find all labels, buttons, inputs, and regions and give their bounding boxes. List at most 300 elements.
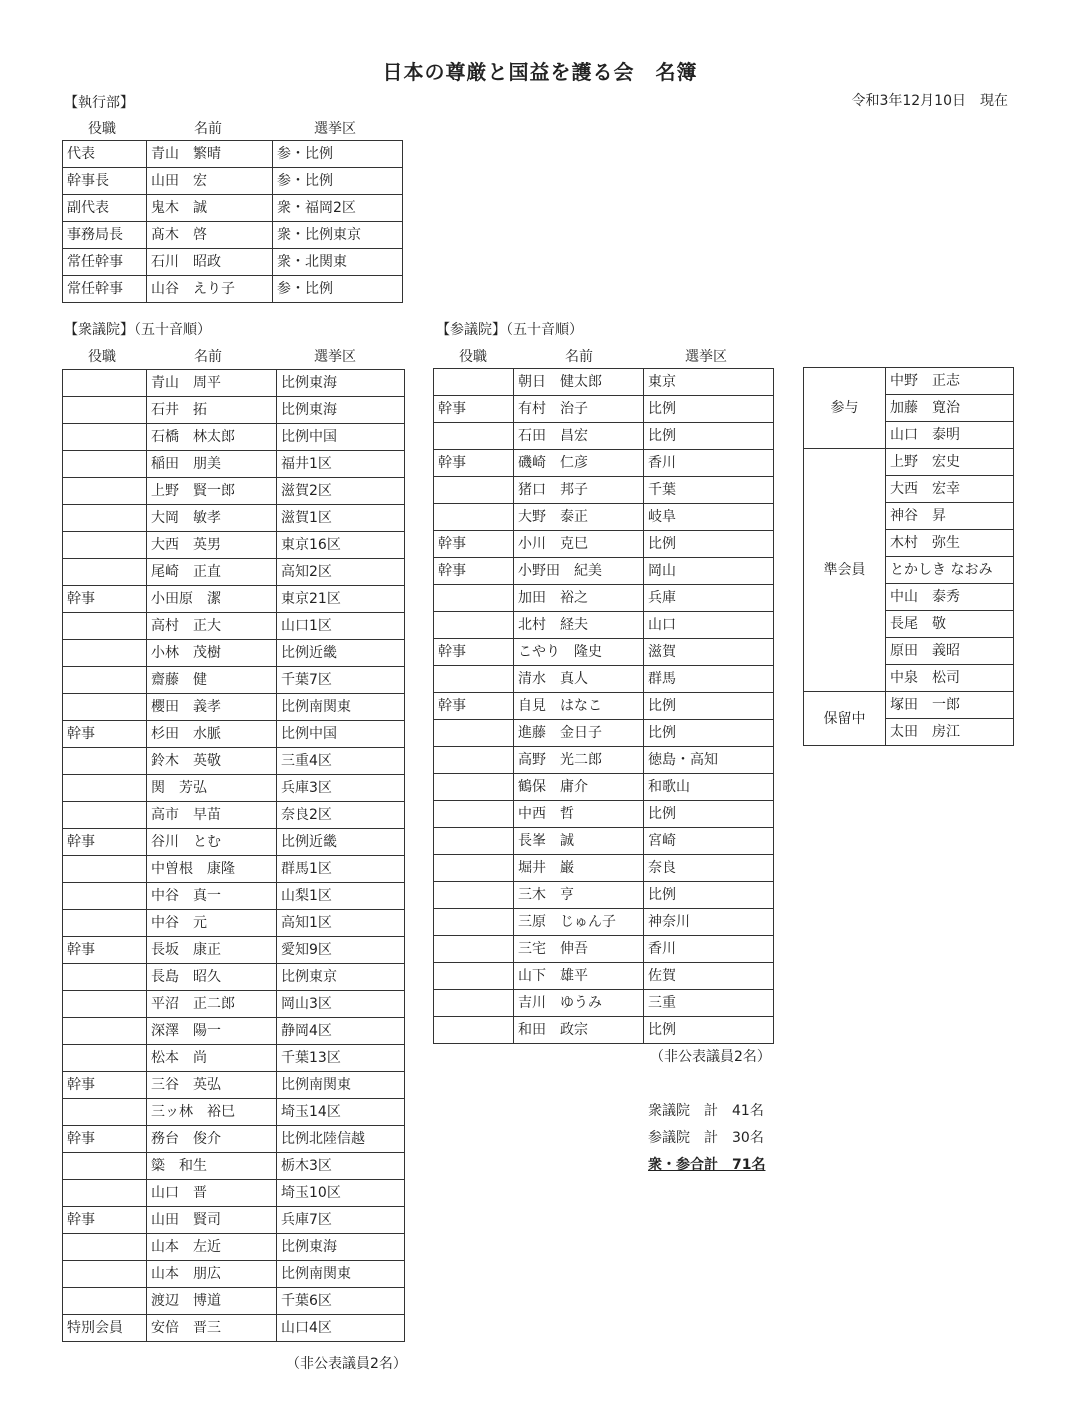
- table-row: [434, 369, 774, 396]
- name-cell: 堀井 巌: [514, 855, 644, 882]
- role-cell: 常任幹事: [63, 276, 147, 303]
- district-cell: 群馬1区: [277, 856, 405, 883]
- role-cell: [63, 370, 147, 397]
- role-cell: [63, 397, 147, 424]
- table-row: [63, 748, 405, 775]
- name-cell: 長島 昭久: [147, 964, 277, 991]
- table-row: [434, 882, 774, 909]
- shugiin-header: [62, 346, 404, 366]
- role-cell: [63, 964, 147, 991]
- table-row: [434, 990, 774, 1017]
- executive-table: [62, 140, 403, 303]
- date-note: 令和3年12月10日 現在: [851, 93, 1008, 109]
- district-cell: 栃木3区: [277, 1153, 405, 1180]
- name-cell: 三原 じゅん子: [514, 909, 644, 936]
- name-cell: 石川 昭政: [147, 249, 273, 276]
- group-label-cell: 準会員: [804, 449, 886, 692]
- name-cell: 山口 晋: [147, 1180, 277, 1207]
- name-cell: 石田 昌宏: [514, 423, 644, 450]
- district-cell: 比例東海: [277, 370, 405, 397]
- name-cell: 長坂 康正: [147, 937, 277, 964]
- district-cell: 高知1区: [277, 910, 405, 937]
- name-cell: 齋藤 健: [147, 667, 277, 694]
- role-cell: [63, 883, 147, 910]
- district-cell: 高知2区: [277, 559, 405, 586]
- table-row: [63, 141, 403, 168]
- role-cell: 幹事: [434, 639, 514, 666]
- role-cell: [434, 612, 514, 639]
- role-cell: [63, 748, 147, 775]
- table-row: [63, 910, 405, 937]
- table-row: [63, 694, 405, 721]
- table-row: [434, 774, 774, 801]
- role-cell: [63, 559, 147, 586]
- name-cell: 青山 周平: [147, 370, 277, 397]
- name-cell: 小野田 紀美: [514, 558, 644, 585]
- role-cell: [63, 1018, 147, 1045]
- role-cell: 幹事: [434, 450, 514, 477]
- table-row: [63, 802, 405, 829]
- header-name: 名前: [194, 349, 222, 365]
- name-cell: 杉田 水脈: [147, 721, 277, 748]
- district-cell: 千葉: [644, 477, 774, 504]
- role-cell: [434, 855, 514, 882]
- table-row: [434, 801, 774, 828]
- table-row: [434, 666, 774, 693]
- role-cell: [434, 504, 514, 531]
- table-row: [63, 1018, 405, 1045]
- name-cell: 磯崎 仁彦: [514, 450, 644, 477]
- table-row: [434, 1017, 774, 1044]
- name-cell: 安倍 晋三: [147, 1315, 277, 1342]
- name-cell: 有村 治子: [514, 396, 644, 423]
- role-cell: [63, 775, 147, 802]
- table-row: [63, 937, 405, 964]
- name-cell: 木村 弥生: [886, 530, 1014, 557]
- district-cell: 比例南関東: [277, 1261, 405, 1288]
- table-row: [63, 586, 405, 613]
- district-cell: 兵庫3区: [277, 775, 405, 802]
- table-row: [434, 585, 774, 612]
- district-cell: 奈良2区: [277, 802, 405, 829]
- district-cell: 山口4区: [277, 1315, 405, 1342]
- district-cell: 比例中国: [277, 424, 405, 451]
- name-cell: 鬼木 誠: [147, 195, 273, 222]
- name-cell: 簗 和生: [147, 1153, 277, 1180]
- district-cell: 滋賀: [644, 639, 774, 666]
- district-cell: 神奈川: [644, 909, 774, 936]
- table-row: [63, 222, 403, 249]
- name-cell: 関 芳弘: [147, 775, 277, 802]
- table-row: [434, 612, 774, 639]
- role-cell: [434, 585, 514, 612]
- table-row: [63, 505, 405, 532]
- role-cell: [63, 613, 147, 640]
- executive-section-label: 【執行部】: [64, 95, 134, 111]
- district-cell: 東京: [644, 369, 774, 396]
- district-cell: 兵庫7区: [277, 1207, 405, 1234]
- district-cell: 宮崎: [644, 828, 774, 855]
- role-cell: 幹事: [63, 1207, 147, 1234]
- name-cell: 清水 真人: [514, 666, 644, 693]
- role-cell: [434, 720, 514, 747]
- district-cell: 比例北陸信越: [277, 1126, 405, 1153]
- role-cell: [434, 909, 514, 936]
- district-cell: 比例: [644, 882, 774, 909]
- role-cell: 常任幹事: [63, 249, 147, 276]
- district-cell: 三重: [644, 990, 774, 1017]
- table-row: [63, 1234, 405, 1261]
- role-cell: [63, 1153, 147, 1180]
- executive-header: [62, 118, 402, 138]
- name-cell: こやり 隆史: [514, 639, 644, 666]
- name-cell: 上野 宏史: [886, 449, 1014, 476]
- role-cell: [63, 1288, 147, 1315]
- table-row: [63, 883, 405, 910]
- table-row: [63, 559, 405, 586]
- group-label-cell: 保留中: [804, 692, 886, 746]
- district-cell: 比例: [644, 720, 774, 747]
- others-table: [803, 367, 1014, 746]
- table-row: [63, 1180, 405, 1207]
- table-row: [63, 829, 405, 856]
- table-row: [63, 276, 403, 303]
- district-cell: 比例近畿: [277, 829, 405, 856]
- district-cell: 衆・北関東: [273, 249, 403, 276]
- name-cell: 三宅 伸吾: [514, 936, 644, 963]
- table-row: [63, 1126, 405, 1153]
- table-row: [63, 1207, 405, 1234]
- district-cell: 岐阜: [644, 504, 774, 531]
- name-cell: 山谷 えり子: [147, 276, 273, 303]
- name-cell: 深澤 陽一: [147, 1018, 277, 1045]
- table-row: [63, 640, 405, 667]
- role-cell: [63, 1180, 147, 1207]
- table-row: [434, 396, 774, 423]
- district-cell: 和歌山: [644, 774, 774, 801]
- role-cell: [434, 882, 514, 909]
- name-cell: 高市 早苗: [147, 802, 277, 829]
- table-row: [63, 1261, 405, 1288]
- role-cell: [63, 1234, 147, 1261]
- shugiin-footnote: （非公表議員2名）: [286, 1356, 407, 1372]
- table-row: [434, 936, 774, 963]
- district-cell: 比例近畿: [277, 640, 405, 667]
- role-cell: [63, 451, 147, 478]
- role-cell: 代表: [63, 141, 147, 168]
- name-cell: 吉川 ゆうみ: [514, 990, 644, 1017]
- table-row: [434, 450, 774, 477]
- name-cell: 大西 英男: [147, 532, 277, 559]
- role-cell: 幹事: [63, 937, 147, 964]
- table-row: [63, 451, 405, 478]
- table-row: [434, 909, 774, 936]
- role-cell: [63, 532, 147, 559]
- district-cell: 千葉6区: [277, 1288, 405, 1315]
- table-row: [63, 168, 403, 195]
- name-cell: 中泉 松司: [886, 665, 1014, 692]
- table-row: [434, 504, 774, 531]
- role-cell: [63, 1261, 147, 1288]
- district-cell: 滋賀1区: [277, 505, 405, 532]
- district-cell: 比例中国: [277, 721, 405, 748]
- role-cell: [63, 424, 147, 451]
- table-row: [63, 1153, 405, 1180]
- role-cell: [434, 369, 514, 396]
- district-cell: 比例東京: [277, 964, 405, 991]
- district-cell: 愛知9区: [277, 937, 405, 964]
- name-cell: とかしき なおみ: [886, 557, 1014, 584]
- district-cell: 徳島・高知: [644, 747, 774, 774]
- shugiin-table: [62, 369, 405, 1342]
- name-cell: 平沼 正二郎: [147, 991, 277, 1018]
- table-row: [63, 613, 405, 640]
- sangiin-table: [433, 368, 774, 1044]
- name-cell: 和田 政宗: [514, 1017, 644, 1044]
- table-row: [434, 693, 774, 720]
- district-cell: 佐賀: [644, 963, 774, 990]
- district-cell: 千葉7区: [277, 667, 405, 694]
- district-cell: 比例東海: [277, 397, 405, 424]
- name-cell: 大野 泰正: [514, 504, 644, 531]
- name-cell: 谷川 とむ: [147, 829, 277, 856]
- name-cell: 太田 房江: [886, 719, 1014, 746]
- table-row: [63, 964, 405, 991]
- role-cell: 事務局長: [63, 222, 147, 249]
- name-cell: 三谷 英弘: [147, 1072, 277, 1099]
- name-cell: 櫻田 義孝: [147, 694, 277, 721]
- role-cell: [63, 1099, 147, 1126]
- header-district: 選挙区: [685, 349, 727, 365]
- table-row: [63, 1072, 405, 1099]
- name-cell: 尾崎 正直: [147, 559, 277, 586]
- role-cell: [63, 1045, 147, 1072]
- name-cell: 中谷 真一: [147, 883, 277, 910]
- role-cell: 幹事: [63, 1072, 147, 1099]
- role-cell: [63, 856, 147, 883]
- table-row: [434, 558, 774, 585]
- name-cell: 青山 繁晴: [147, 141, 273, 168]
- shugiin-section-label: 【衆議院】（五十音順）: [64, 322, 211, 338]
- name-cell: 中野 正志: [886, 368, 1014, 395]
- table-row: [63, 1045, 405, 1072]
- role-cell: [434, 990, 514, 1017]
- role-cell: 幹事: [434, 396, 514, 423]
- grand-total: 衆・参合計 71名: [648, 1157, 766, 1173]
- name-cell: 鈴木 英敬: [147, 748, 277, 775]
- district-cell: 衆・福岡2区: [273, 195, 403, 222]
- name-cell: 務台 俊介: [147, 1126, 277, 1153]
- table-row: [63, 721, 405, 748]
- district-cell: 比例: [644, 396, 774, 423]
- table-row: [63, 478, 405, 505]
- name-cell: 上野 賢一郎: [147, 478, 277, 505]
- table-row: [63, 667, 405, 694]
- header-role: 役職: [459, 349, 487, 365]
- district-cell: 比例: [644, 801, 774, 828]
- name-cell: 鶴保 庸介: [514, 774, 644, 801]
- district-cell: 埼玉14区: [277, 1099, 405, 1126]
- name-cell: 中西 哲: [514, 801, 644, 828]
- table-row: [63, 195, 403, 222]
- role-cell: 幹事: [434, 531, 514, 558]
- role-cell: [434, 747, 514, 774]
- table-row: [63, 856, 405, 883]
- table-row: [434, 747, 774, 774]
- name-cell: 山口 泰明: [886, 422, 1014, 449]
- district-cell: 千葉13区: [277, 1045, 405, 1072]
- name-cell: 大西 宏幸: [886, 476, 1014, 503]
- role-cell: 幹事長: [63, 168, 147, 195]
- name-cell: 加藤 寛治: [886, 395, 1014, 422]
- totals-block: [648, 1098, 765, 1179]
- name-cell: 朝日 健太郎: [514, 369, 644, 396]
- header-role: 役職: [88, 349, 116, 365]
- table-row: [63, 1315, 405, 1342]
- name-cell: 高野 光二郎: [514, 747, 644, 774]
- table-row: [63, 370, 405, 397]
- name-cell: 原田 義昭: [886, 638, 1014, 665]
- table-row: [63, 1288, 405, 1315]
- name-cell: 髙木 啓: [147, 222, 273, 249]
- page-title: 日本の尊厳と国益を護る会 名簿: [382, 60, 698, 84]
- role-cell: 幹事: [63, 586, 147, 613]
- district-cell: 兵庫: [644, 585, 774, 612]
- district-cell: 山口1区: [277, 613, 405, 640]
- role-cell: 幹事: [434, 558, 514, 585]
- name-cell: 長峯 誠: [514, 828, 644, 855]
- district-cell: 岡山3区: [277, 991, 405, 1018]
- district-cell: 衆・比例東京: [273, 222, 403, 249]
- table-row: [63, 424, 405, 451]
- name-cell: 三ッ林 裕巳: [147, 1099, 277, 1126]
- role-cell: [434, 801, 514, 828]
- name-cell: 長尾 敬: [886, 611, 1014, 638]
- role-cell: 幹事: [434, 693, 514, 720]
- name-cell: 加田 裕之: [514, 585, 644, 612]
- header-name: 名前: [194, 121, 222, 137]
- name-cell: 山田 賢司: [147, 1207, 277, 1234]
- role-cell: [434, 1017, 514, 1044]
- name-cell: 石井 拓: [147, 397, 277, 424]
- name-cell: 石橋 林太郎: [147, 424, 277, 451]
- table-row: [63, 775, 405, 802]
- role-cell: [63, 991, 147, 1018]
- table-row: [434, 963, 774, 990]
- role-cell: [434, 477, 514, 504]
- group-label-cell: 参与: [804, 368, 886, 449]
- table-row: [434, 720, 774, 747]
- name-cell: 中谷 元: [147, 910, 277, 937]
- table-row: [434, 855, 774, 882]
- role-cell: [434, 423, 514, 450]
- district-cell: 香川: [644, 450, 774, 477]
- sangiin-section-label: 【参議院】（五十音順）: [436, 322, 583, 338]
- role-cell: [434, 936, 514, 963]
- district-cell: 参・比例: [273, 141, 403, 168]
- table-row: [804, 692, 1014, 719]
- name-cell: 稲田 朋美: [147, 451, 277, 478]
- name-cell: 渡辺 博道: [147, 1288, 277, 1315]
- role-cell: [63, 640, 147, 667]
- district-cell: 東京16区: [277, 532, 405, 559]
- name-cell: 中山 泰秀: [886, 584, 1014, 611]
- role-cell: [63, 505, 147, 532]
- name-cell: 山下 雄平: [514, 963, 644, 990]
- district-cell: 参・比例: [273, 168, 403, 195]
- district-cell: 比例: [644, 1017, 774, 1044]
- name-cell: 高村 正大: [147, 613, 277, 640]
- role-cell: 特別会員: [63, 1315, 147, 1342]
- name-cell: 山本 朋広: [147, 1261, 277, 1288]
- district-cell: 静岡4区: [277, 1018, 405, 1045]
- table-row: [63, 991, 405, 1018]
- table-row: [434, 531, 774, 558]
- name-cell: 松本 尚: [147, 1045, 277, 1072]
- table-row: [63, 397, 405, 424]
- district-cell: 山梨1区: [277, 883, 405, 910]
- role-cell: [434, 666, 514, 693]
- header-district: 選挙区: [314, 349, 356, 365]
- table-row: [434, 828, 774, 855]
- district-cell: 東京21区: [277, 586, 405, 613]
- district-cell: 比例: [644, 423, 774, 450]
- table-row: [434, 639, 774, 666]
- name-cell: 北村 経夫: [514, 612, 644, 639]
- district-cell: 比例南関東: [277, 694, 405, 721]
- district-cell: 参・比例: [273, 276, 403, 303]
- table-row: [804, 449, 1014, 476]
- name-cell: 山田 宏: [147, 168, 273, 195]
- name-cell: 猪口 邦子: [514, 477, 644, 504]
- role-cell: [63, 910, 147, 937]
- role-cell: [63, 478, 147, 505]
- role-cell: [63, 667, 147, 694]
- role-cell: [63, 694, 147, 721]
- name-cell: 大岡 敏孝: [147, 505, 277, 532]
- name-cell: 小川 克巳: [514, 531, 644, 558]
- district-cell: 比例: [644, 693, 774, 720]
- header-name: 名前: [565, 349, 593, 365]
- name-cell: 神谷 昇: [886, 503, 1014, 530]
- name-cell: 自見 はなこ: [514, 693, 644, 720]
- district-cell: 埼玉10区: [277, 1180, 405, 1207]
- table-row: [804, 368, 1014, 395]
- role-cell: [63, 802, 147, 829]
- sangiin-footnote: （非公表議員2名）: [650, 1049, 771, 1065]
- district-cell: 岡山: [644, 558, 774, 585]
- sangiin-total: 参議院 計 30名: [648, 1130, 764, 1146]
- table-row: [63, 1099, 405, 1126]
- name-cell: 小林 茂樹: [147, 640, 277, 667]
- header-district: 選挙区: [314, 121, 356, 137]
- role-cell: [434, 963, 514, 990]
- role-cell: 幹事: [63, 721, 147, 748]
- table-row: [63, 532, 405, 559]
- district-cell: 三重4区: [277, 748, 405, 775]
- table-row: [434, 477, 774, 504]
- shugiin-total: 衆議院 計 41名: [648, 1103, 764, 1119]
- name-cell: 中曽根 康隆: [147, 856, 277, 883]
- role-cell: [434, 774, 514, 801]
- district-cell: 比例東海: [277, 1234, 405, 1261]
- district-cell: 比例南関東: [277, 1072, 405, 1099]
- name-cell: 小田原 潔: [147, 586, 277, 613]
- district-cell: 滋賀2区: [277, 478, 405, 505]
- role-cell: [434, 828, 514, 855]
- name-cell: 三木 亨: [514, 882, 644, 909]
- role-cell: 幹事: [63, 1126, 147, 1153]
